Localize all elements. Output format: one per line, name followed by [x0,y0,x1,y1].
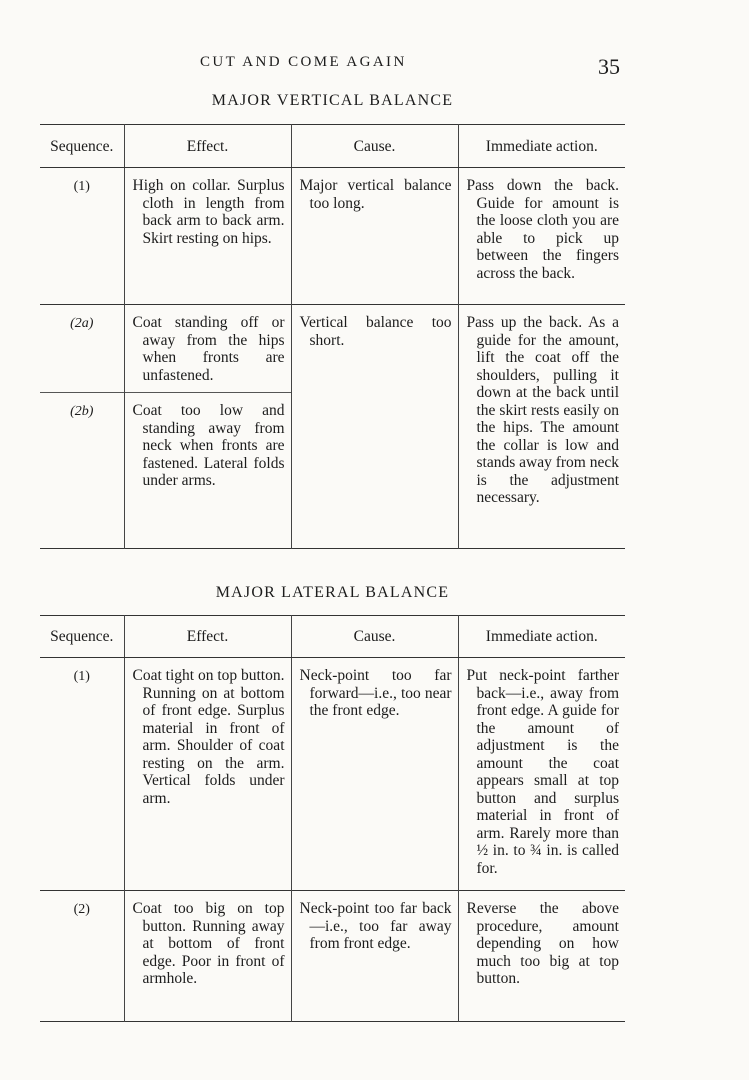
col-header-effect: Effect. [124,616,291,658]
running-title: CUT AND COME AGAIN [200,54,407,70]
vertical-balance-table [40,124,625,549]
row-sequence: (2) [40,891,124,1022]
row-cause: Vertical balance too short. [291,305,458,549]
row-cause: Neck-point too far back—i.e., too far away from front edge. [291,891,458,1022]
table-row [40,891,625,1022]
row-effect: Coat too big on top button. Running away at bottom of front edge. Poor in front of armhole. [124,891,291,1022]
col-header-action: Immediate action. [458,616,625,658]
row-sequence: (2a) [40,305,124,393]
table-header-row [40,125,625,168]
lateral-balance-title: MAJOR LATERAL BALANCE [215,584,450,601]
row-effect: Coat standing off or away from the hips when fronts are unfastened. [124,305,291,393]
row-cause: Neck-point too far forward—i.e., too near the front edge. [291,658,458,891]
table-row [40,168,625,305]
row-cause: Major vertical balance too long. [291,168,458,305]
col-header-effect: Effect. [124,125,291,168]
row-sequence: (1) [73,669,90,685]
col-header-cause: Cause. [291,616,458,658]
col-header-action: Immediate action. [458,125,625,168]
row-effect: High on collar. Surplus cloth in length from back arm to back arm. Skirt resting on hips. [124,168,291,305]
row-sequence: (2b) [40,393,124,549]
row-action: Reverse the above procedure, amount depending on how much too big at top button. [458,891,625,1022]
col-header-sequence: Sequence. [40,125,124,168]
row-action: Put neck-point farther back—i.e., away from front edge. A guide for the amount of adjustment is the amount the coat appears small at top button and surplus material in front of arm. Rarely more than ½ in. to ¾ in. is called for. [458,658,625,891]
row-effect: Coat tight on top button. Running on at bottom of front edge. Surplus material in front of arm. Shoulder of coat resting on the arm. Vertical folds under arm. [124,658,291,891]
page-number: 35 [598,54,620,79]
row-sequence: (1) [73,179,90,195]
row-action: Pass up the back. As a guide for the amount, lift the coat off the shoulders, pulling it down at the back until the skirt rests easily on the hips. The amount the collar is low and stands away from neck is the adjustment necessary. [458,305,625,549]
table-row [40,658,625,891]
col-header-sequence: Sequence. [40,616,124,658]
table-header-row [40,616,625,658]
row-action: Pass down the back. Guide for amount is the loose cloth you are able to pick up between the fingers across the back. [458,168,625,305]
table-row [40,305,625,393]
row-effect: Coat too low and standing away from neck when fronts are fastened. Lateral folds under arms. [124,393,291,549]
col-header-cause: Cause. [291,125,458,168]
vertical-balance-title: MAJOR VERTICAL BALANCE [211,92,454,109]
lateral-balance-table [40,615,625,1022]
